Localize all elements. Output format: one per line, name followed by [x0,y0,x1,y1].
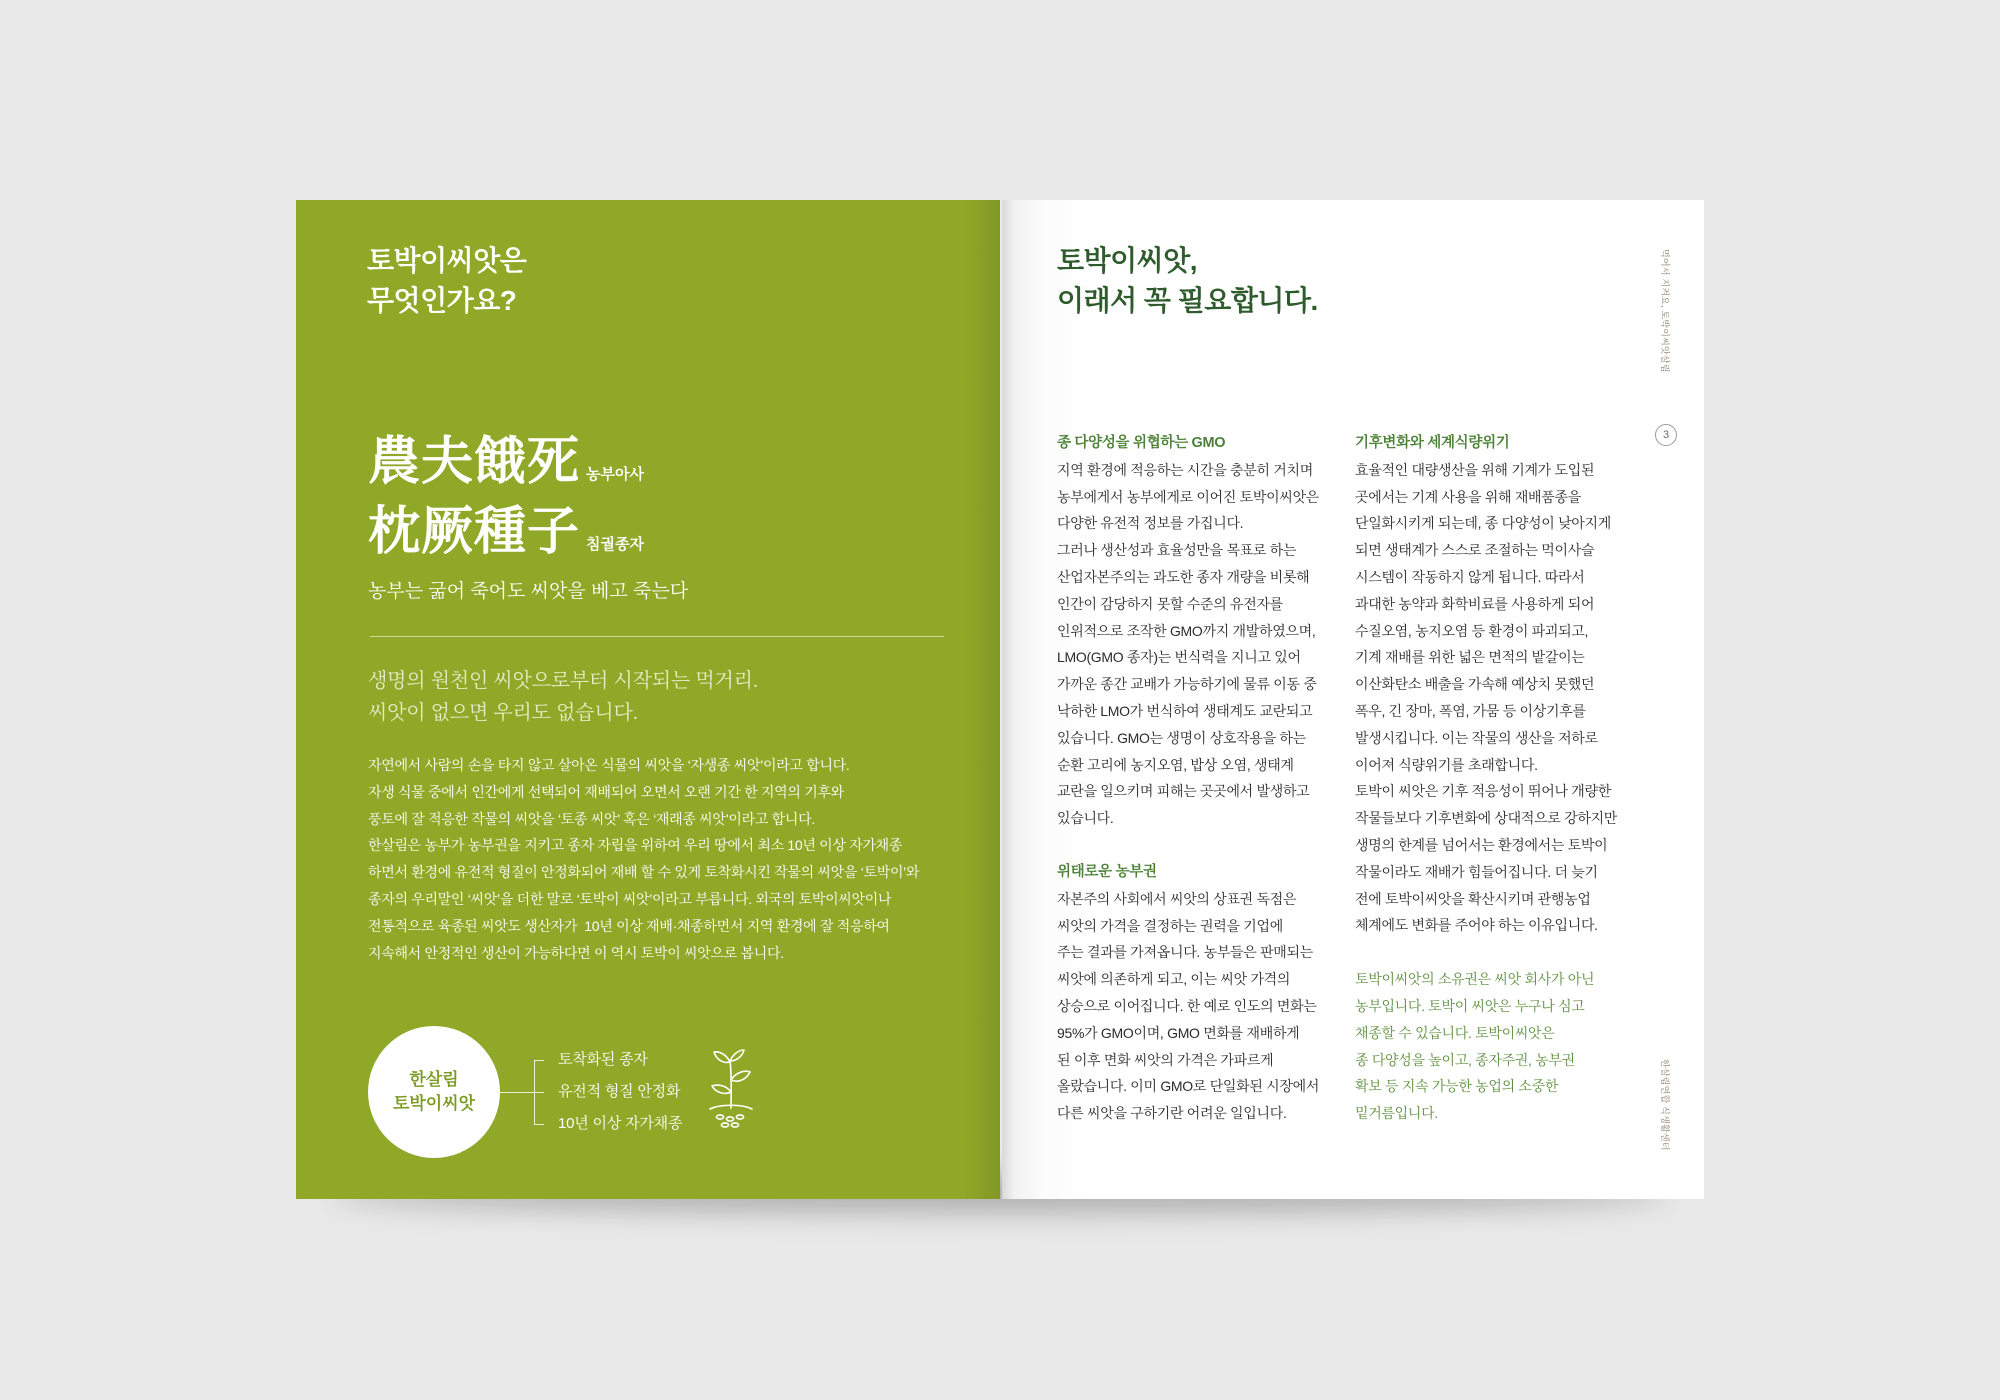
connector-line [500,1092,534,1093]
connector-tick [534,1124,544,1125]
body-line: 이어져 식량위기를 초래합니다. [1355,756,1538,773]
right-page-title [1057,241,1318,321]
body-line: 있습니다. [1057,810,1114,827]
section-body [1057,886,1349,1127]
body-line: 폭우, 긴 장마, 폭염, 가뭄 등 이상기후를 [1355,702,1586,719]
body-line: 낙하한 LMO가 번식하여 생태계도 교란되고 [1057,702,1313,719]
body-line: 자연에서 사람의 손을 타지 않고 살아온 식물의 씨앗을 ‘자생종 씨앗’이라고 합니다. [368,757,850,773]
conclusion-body [1355,966,1647,1127]
badge-label-line: 토박이씨앗 [392,1094,476,1113]
body-line: 농부에게서 농부에게로 이어진 토박이씨앗은 [1057,488,1320,505]
body-line: 씨앗에 의존하게 되고, 이는 씨앗 가격의 [1057,971,1291,988]
body-line: 지속해서 안정적인 생산이 가능하다면 이 역시 토박이 씨앗으로 봅니다. [368,944,784,961]
section-climate-food-crisis [1355,430,1647,939]
body-line: 주는 결과를 가져옵니다. 농부들은 판매되는 [1057,944,1313,961]
section-body [1057,457,1349,832]
feature-item: 토착화된 종자 [558,1051,648,1068]
body-line: 곳에서는 기계 사용을 위해 재배품종을 [1355,488,1581,505]
body-line: 과대한 농약과 화학비료를 사용하게 되어 [1355,595,1595,612]
title-line: 무엇인가요? [367,285,517,316]
body-line: 풍토에 잘 적응한 작물의 씨앗을 ‘토종 씨앗’ 혹은 ‘재래종 씨앗’이라고 합니다. [368,810,815,827]
body-line: 산업자본주의는 과도한 종자 개량을 비롯해 [1057,568,1310,585]
title-line: 토박이씨앗은 [367,245,527,276]
body-line: LMO(GMO 종자)는 번식력을 지니고 있어 [1057,649,1301,666]
body-line: 작물들보다 기후변화에 상대적으로 강하지만 [1355,810,1618,827]
left-subtitle [368,665,758,729]
body-line: 하면서 환경에 유전적 형질이 안정화되어 재배 할 수 있게 토착화시킨 작물의 씨앗을 ‘토박이’와 [368,864,920,881]
section-heading: 종 다양성을 위협하는 GMO [1057,435,1226,451]
body-line: 되면 생태계가 스스로 조절하는 먹이사슬 [1355,542,1595,559]
badge-label-line: 한살림 [409,1070,459,1089]
column-2 [1355,430,1647,1127]
body-line: 올랐습니다. 이미 GMO로 단일화된 시장에서 [1057,1078,1320,1095]
body-line: 전통적으로 육종된 씨앗도 생산자가 10년 이상 재배·채종하면서 지역 환경에 잘 적응하여 [368,917,890,934]
accent-line: 채종할 수 있습니다. 토박이씨앗은 [1355,1024,1555,1041]
proverb-line [368,427,644,497]
proverb-hanja: 枕厥種子 [368,503,581,561]
subtitle-line: 생명의 원천인 씨앗으로부터 시작되는 먹거리. [368,670,759,692]
section-conclusion [1355,966,1647,1127]
body-line: 씨앗의 가격을 결정하는 권력을 기업에 [1057,917,1283,934]
body-line: 종자의 우리말인 ‘씨앗’을 더한 말로 ‘토박이 씨앗’이라고 부릅니다. 외국의 토박이씨앗이나 [368,890,892,907]
proverb-meaning: 농부는 굶어 죽어도 씨앗을 베고 죽는다 [368,581,689,602]
section-heading: 기후변화와 세계식량위기 [1355,435,1510,451]
body-line: 교란을 일으키며 피해는 곳곳에서 발생하고 [1057,783,1310,800]
divider [370,636,944,637]
body-line: 95%가 GMO이며, GMO 면화를 재배하게 [1057,1024,1300,1041]
body-line: 작물이라도 재배가 힘들어집니다. 더 늦기 [1355,863,1598,880]
body-line: 발생시킵니다. 이는 작물의 생산을 저하로 [1355,729,1598,746]
body-line: 토박이 씨앗은 기후 적응성이 뛰어나 개량한 [1355,783,1611,800]
footer-credit: 한살림연합 식생활센터 [1660,1059,1670,1151]
body-line: 생명의 한계를 넘어서는 환경에서는 토박이 [1355,836,1608,853]
right-page [1002,200,1704,1199]
body-line: 인간이 감당하지 못할 수준의 유전자를 [1057,595,1283,612]
body-line: 이산화탄소 배출을 가속해 예상치 못했던 [1355,676,1595,693]
connector-tick [534,1092,544,1093]
proverb-reading: 농부아사 [586,466,644,483]
body-line: 자본주의 사회에서 씨앗의 상표권 독점은 [1057,890,1297,907]
body-line: 다른 씨앗을 구하기란 어려운 일입니다. [1057,1105,1287,1122]
body-line: 전에 토박이씨앗을 확산시키며 관행농업 [1355,890,1591,907]
accent-line: 밑거름입니다. [1355,1105,1438,1122]
column-1 [1057,430,1349,1127]
body-line: 가까운 종간 교배가 가능하기에 물류 이동 중 [1057,676,1317,693]
body-line: 수질오염, 농지오염 등 환경이 파괴되고, [1355,622,1589,639]
accent-line: 종 다양성을 높이고, 종자주권, 농부권 [1355,1051,1575,1068]
accent-line: 토박이씨앗의 소유권은 씨앗 회사가 아닌 [1355,971,1595,988]
title-line: 토박이씨앗, [1057,245,1198,276]
section-body [1355,457,1647,939]
body-line: 지역 환경에 적응하는 시간을 충분히 거치며 [1057,461,1313,478]
left-page [296,200,1000,1199]
subtitle-line: 씨앗이 없으면 우리도 없습니다. [368,702,638,724]
body-line: 된 이후 면화 씨앗의 가격은 가파르게 [1057,1051,1274,1068]
section-heading: 위태로운 농부권 [1057,863,1157,880]
body-line: 있습니다. GMO는 생명이 상호작용을 하는 [1057,729,1306,746]
sprout-icon [706,1046,756,1132]
connector-tick [534,1060,544,1061]
body-line: 시스템이 작동하지 않게 됩니다. 따라서 [1355,568,1585,585]
accent-line: 확보 등 지속 가능한 농업의 소중한 [1355,1078,1559,1095]
title-line: 이래서 꼭 필요합니다. [1057,285,1318,316]
section-farmers-rights [1057,859,1349,1127]
page-number: 3 [1655,424,1677,446]
body-line: 순환 고리에 농지오염, 밥상 오염, 생태계 [1057,756,1294,773]
body-line: 인위적으로 조작한 GMO까지 개발하였으며, [1057,622,1316,639]
body-line: 기계 재배를 위한 넓은 면적의 밭갈이는 [1355,649,1585,666]
body-line: 효율적인 대량생산을 위해 기계가 도입된 [1355,461,1595,478]
body-line: 체계에도 변화를 주어야 하는 이유입니다. [1355,917,1598,934]
accent-line: 농부입니다. 토박이 씨앗은 누구나 심고 [1355,997,1585,1014]
feature-item: 10년 이상 자가채종 [558,1115,683,1132]
proverb-line [368,497,644,567]
proverb-reading: 침궐종자 [586,536,644,553]
body-line: 상승으로 이어집니다. 한 예로 인도의 면화는 [1057,997,1317,1014]
body-line: 한살림은 농부가 농부권을 지키고 종자 자립을 위하여 우리 땅에서 최소 10년 이상 자가채종 [368,837,903,854]
running-head: 먹어서 지켜요, 토박이씨앗살림 [1660,249,1670,373]
left-page-title [367,241,526,321]
section-gmo [1057,430,1349,832]
badge-circle [368,1026,500,1158]
feature-item: 유전적 형질 안정화 [558,1083,681,1100]
proverb-hanja: 農夫餓死 [368,433,581,491]
body-line: 다양한 유전적 정보를 가집니다. [1057,515,1244,532]
left-body-text [368,752,919,966]
proverb-block [368,427,644,567]
body-line: 자생 식물 중에서 인간에게 선택되어 재배되어 오면서 오랜 기간 한 지역의 기후와 [368,783,844,800]
body-line: 단일화시키게 되는데, 종 다양성이 낮아지게 [1355,515,1611,532]
body-line: 그러나 생산성과 효율성만을 목표로 하는 [1057,542,1297,559]
